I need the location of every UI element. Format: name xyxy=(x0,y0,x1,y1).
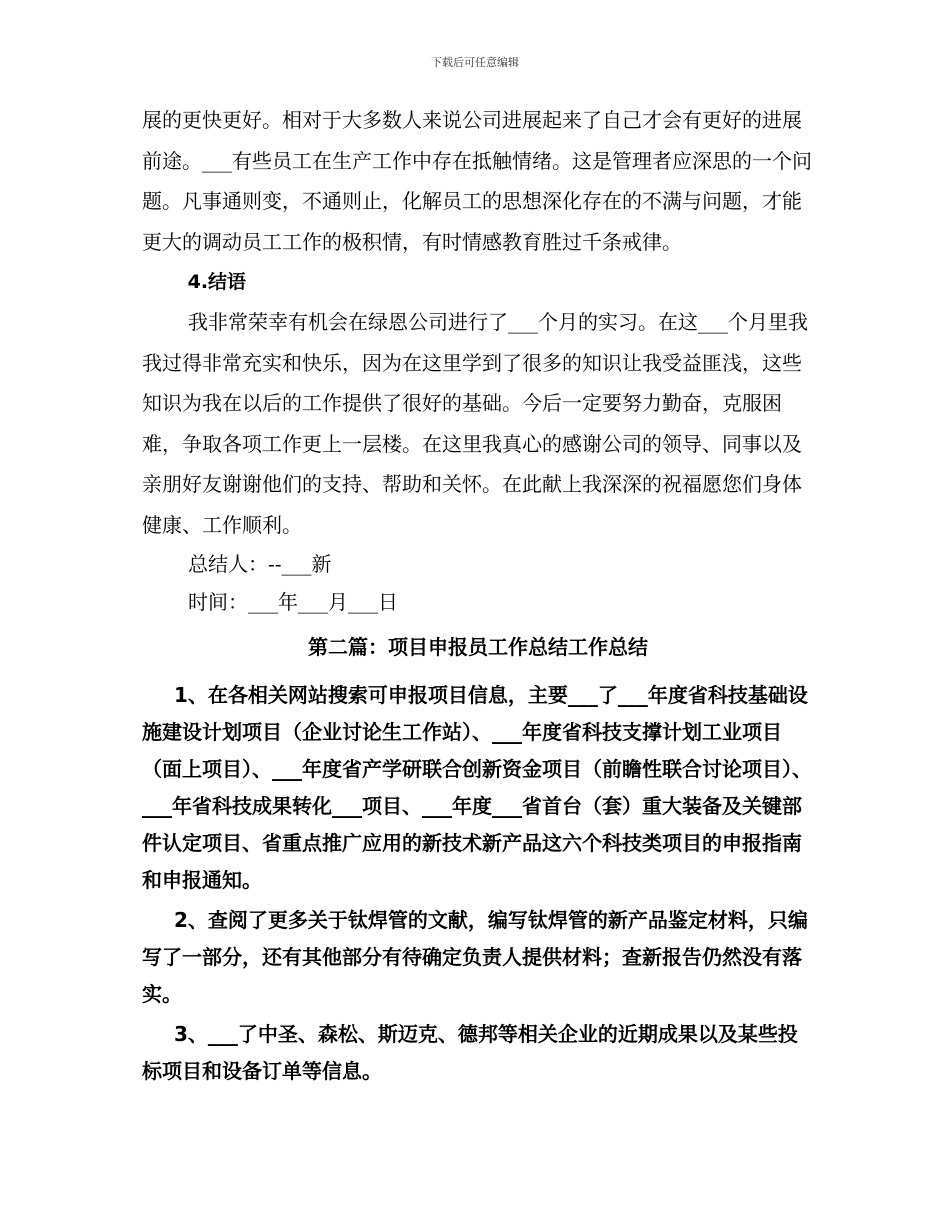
paragraph-continuation: 展的更快更好。相对于大多数人来说公司进展起来了自己才会有更好的进展前途。___有些员工在生产工作中存在抵触情绪。这是管理者应深思的一个问题。凡事通则变，不通则止，化解员工的思想深化存在的不满与问题，才能更大的调动员工工作的极积情，有时情感教育胜过千条戒律。 xyxy=(142,108,812,254)
list-item-2: 2、查阅了更多关于钛焊管的文献，编写钛焊管的新产品鉴定材料，只编写了一部分，还有其他部分有待确定负责人提供材料；查新报告仍然没有落实。 xyxy=(142,908,808,1006)
section-heading-conclusion: 4.结语 xyxy=(187,271,247,293)
section-title-part2: 第二篇：项目申报员工作总结工作总结 xyxy=(308,635,648,659)
signer-line: 总结人：--___新 xyxy=(188,552,332,576)
list-item-3: 3、___了中圣、森松、斯迈克、德邦等相关企业的近期成果以及某些投标项目和设备订单等信息。 xyxy=(142,1022,798,1083)
paragraph-conclusion: 我非常荣幸有机会在绿恩公司进行了___个月的实习。在这___个月里我我过得非常充实和快乐，因为在这里学到了很多的知识让我受益匪浅，这些知识为我在以后的工作提供了很好的基础。今后一定要努力勤奋，克服困难，争取各项工作更上一层楼。在这里我真心的感谢公司的领导、同事以及亲朋好友谢谢他们的支持、帮助和关怀。在此献上我深深的祝福愿您们身体健康、工作顺利。 xyxy=(142,310,808,537)
document-body xyxy=(142,100,814,1093)
page-header-note: 下载后可任意编辑 xyxy=(431,56,519,69)
date-line: 时间：___年___月___日 xyxy=(188,590,398,614)
list-item-1: 1、在各相关网站搜索可申报项目信息，主要___了___年度省科技基础设施建设计划项目（企业讨论生工作站）、___年度省科技支撑计划工业项目（面上项目）、___年度省产学研联合创新资金项目（前瞻性联合讨论项目）、___年省科技成果转化___项目、___年度___省首台（套）重大装备及关键部件认定项目、省重点推广应用的新技术新产品这六个科技类项目的申报指南和申报通知。 xyxy=(142,683,812,892)
